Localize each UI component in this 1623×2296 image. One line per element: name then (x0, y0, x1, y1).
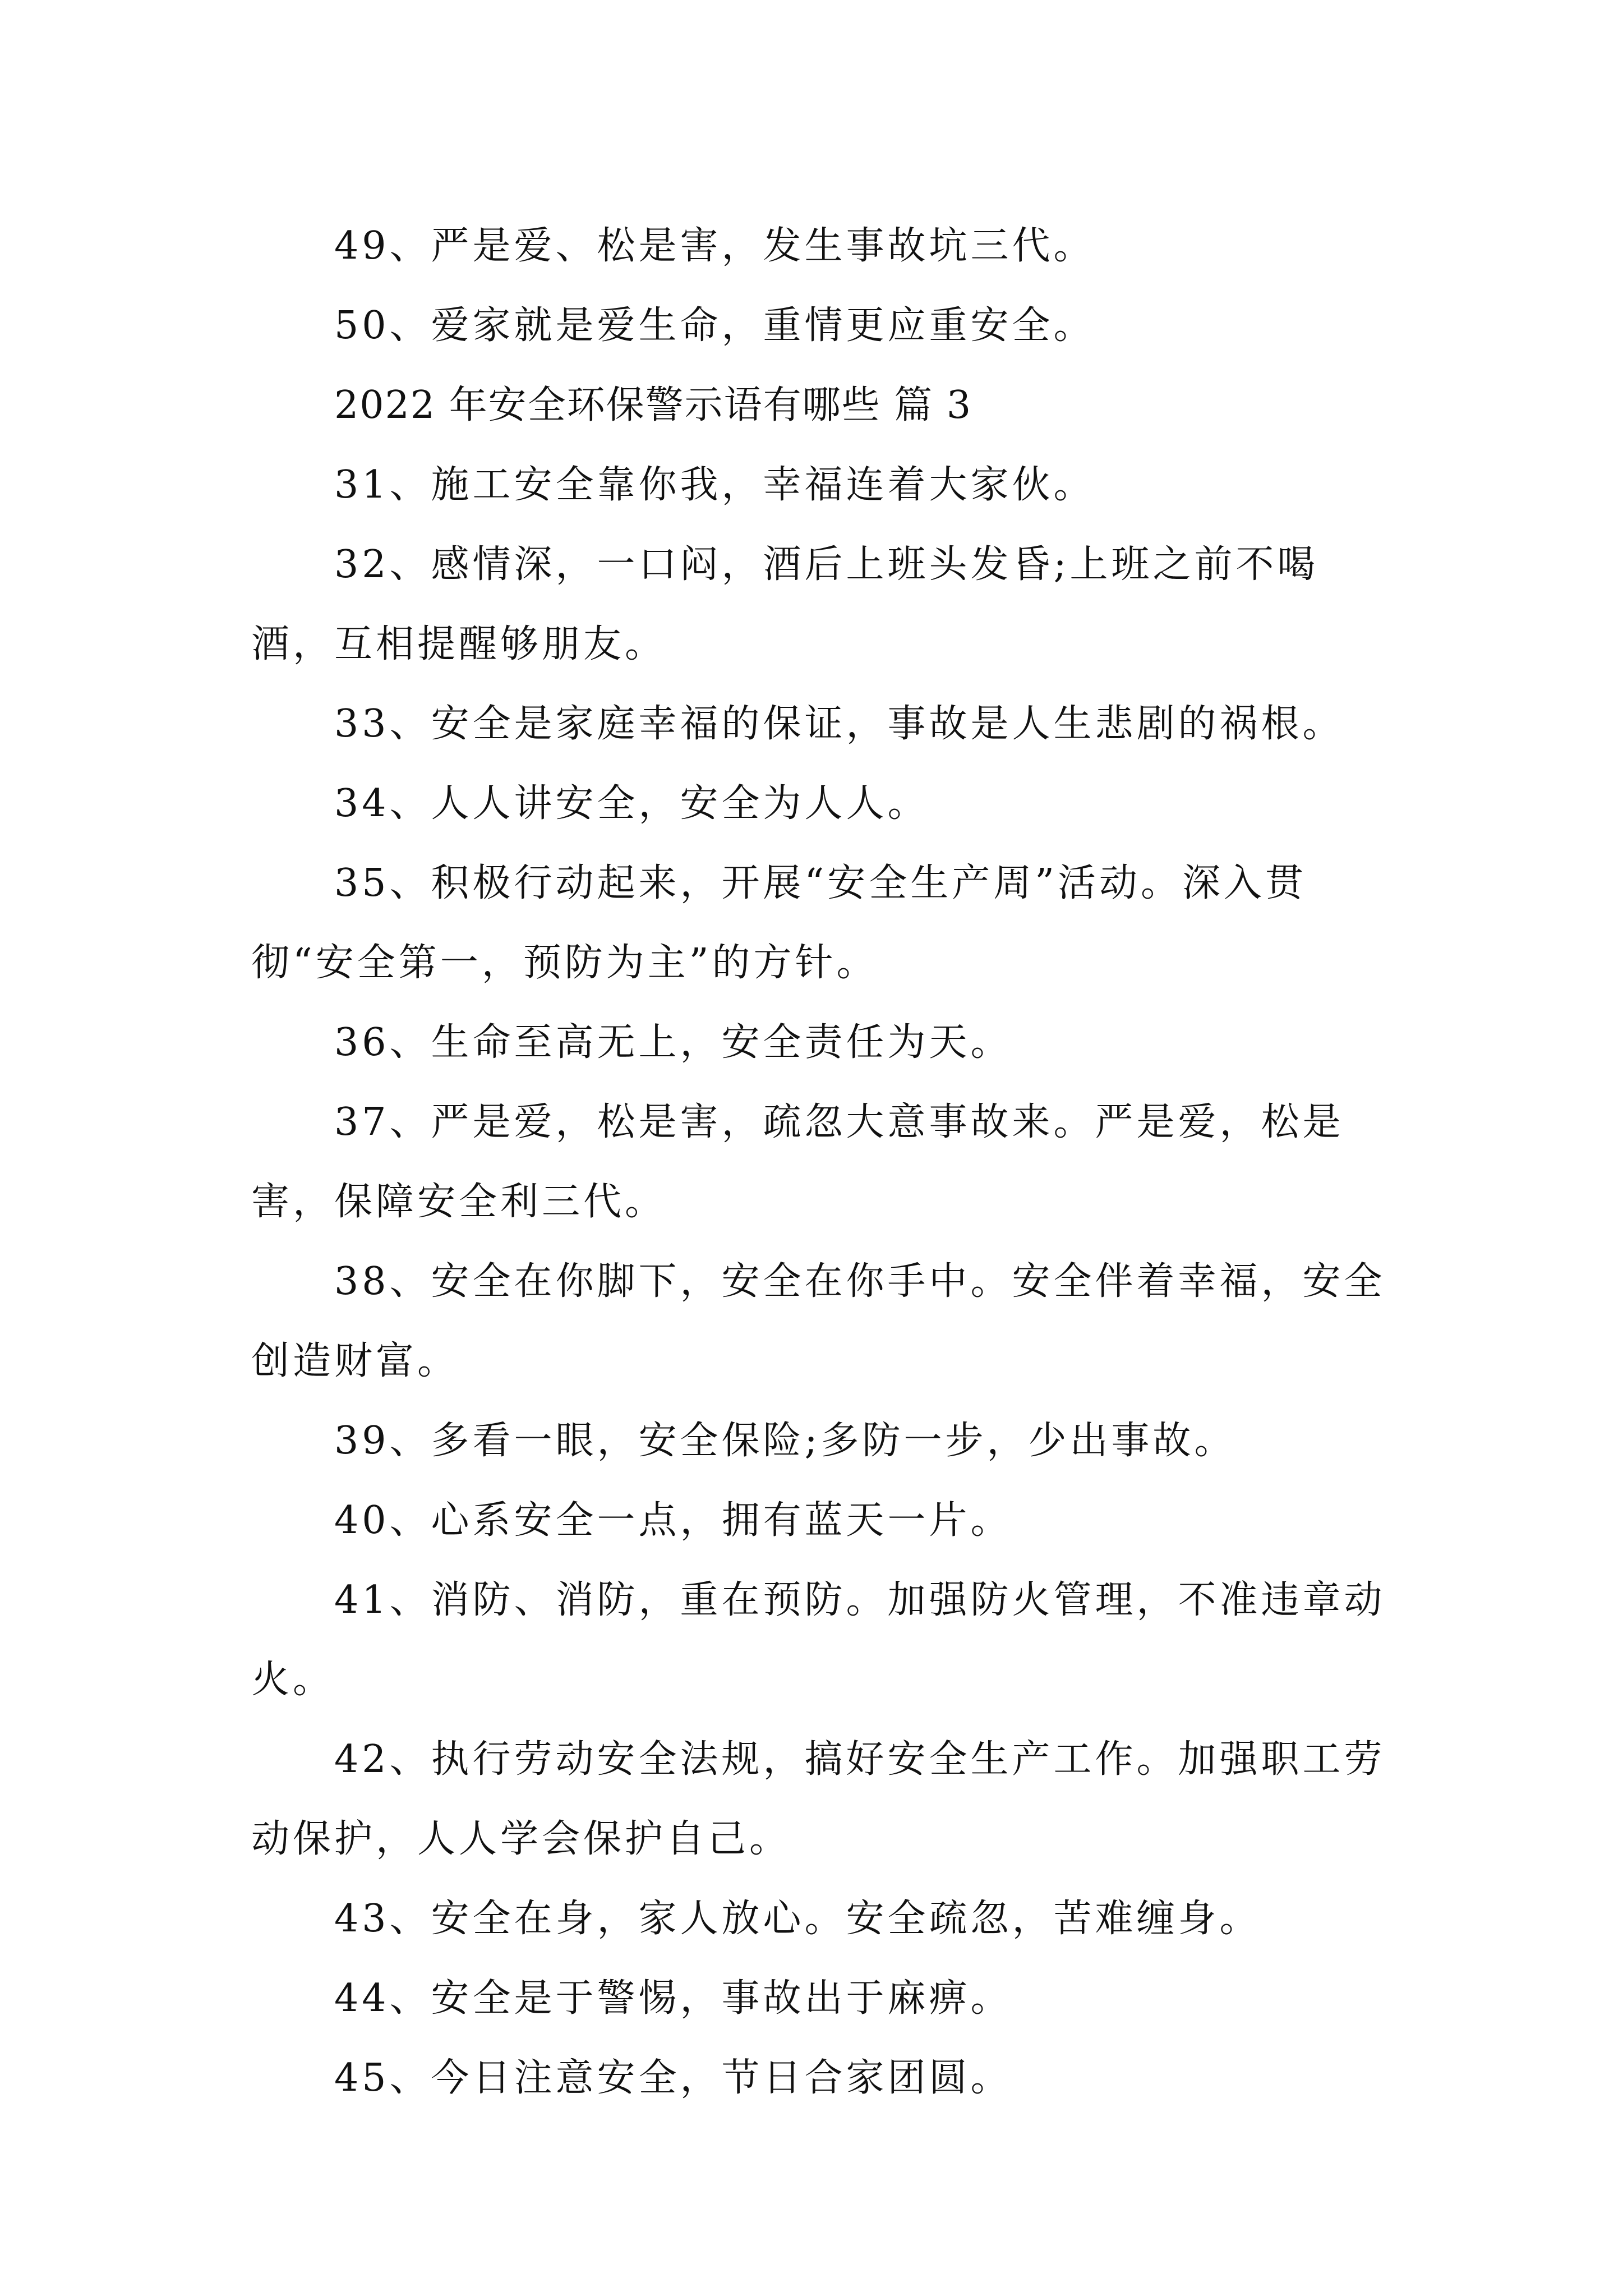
paragraph-40: 40、心系安全一点，拥有蓝天一片。 (334, 1498, 1012, 1543)
paragraph-34: 34、人人讲安全，安全为人人。 (334, 781, 929, 826)
paragraph-43: 43、安全在身，家人放心。安全疏忽，苦难缠身。 (334, 1897, 1261, 1941)
paragraph-37: 37、严是爱，松是害，疏忽大意事故来。严是爱，松是害，保障安全利三代。 (251, 1100, 1344, 1224)
paragraph-31: 31、施工安全靠你我，幸福连着大家伙。 (334, 463, 1095, 507)
paragraph-50: 50、爱家就是爱生命，重情更应重安全。 (334, 303, 1095, 348)
document-body (251, 206, 1395, 2118)
paragraph-39: 39、多看一眼，安全保险;多防一步，少出事故。 (334, 1419, 1236, 1463)
paragraph-32: 32、感情深，一口闷，酒后上班头发昏;上班之前不喝酒，互相提醒够朋友。 (251, 542, 1319, 666)
paragraph-35: 35、积极行动起来，开展“安全生产周”活动。深入贯彻“安全第一，预防为主”的方针。 (251, 861, 1307, 985)
paragraph-41: 41、消防、消防，重在预防。加强防火管理，不准违章动火。 (251, 1578, 1386, 1702)
paragraph-45: 45、今日注意安全，节日合家团圆。 (334, 2056, 1012, 2100)
paragraph-33: 33、安全是家庭幸福的保证，事故是人生悲剧的祸根。 (334, 702, 1344, 746)
paragraph-44: 44、安全是于警惕，事故出于麻痹。 (334, 1976, 1012, 2021)
paragraph-49: 49、严是爱、松是害，发生事故坑三代。 (334, 224, 1095, 268)
paragraph-42: 42、执行劳动安全法规，搞好安全生产工作。加强职工劳动保护，人人学会保护自己。 (251, 1737, 1386, 1861)
section-heading: 2022 年安全环保警示语有哪些 篇 3 (334, 383, 972, 427)
paragraph-38: 38、安全在你脚下，安全在你手中。安全伴着幸福，安全创造财富。 (251, 1259, 1386, 1383)
paragraph-36: 36、生命至高无上，安全责任为天。 (334, 1020, 1012, 1065)
